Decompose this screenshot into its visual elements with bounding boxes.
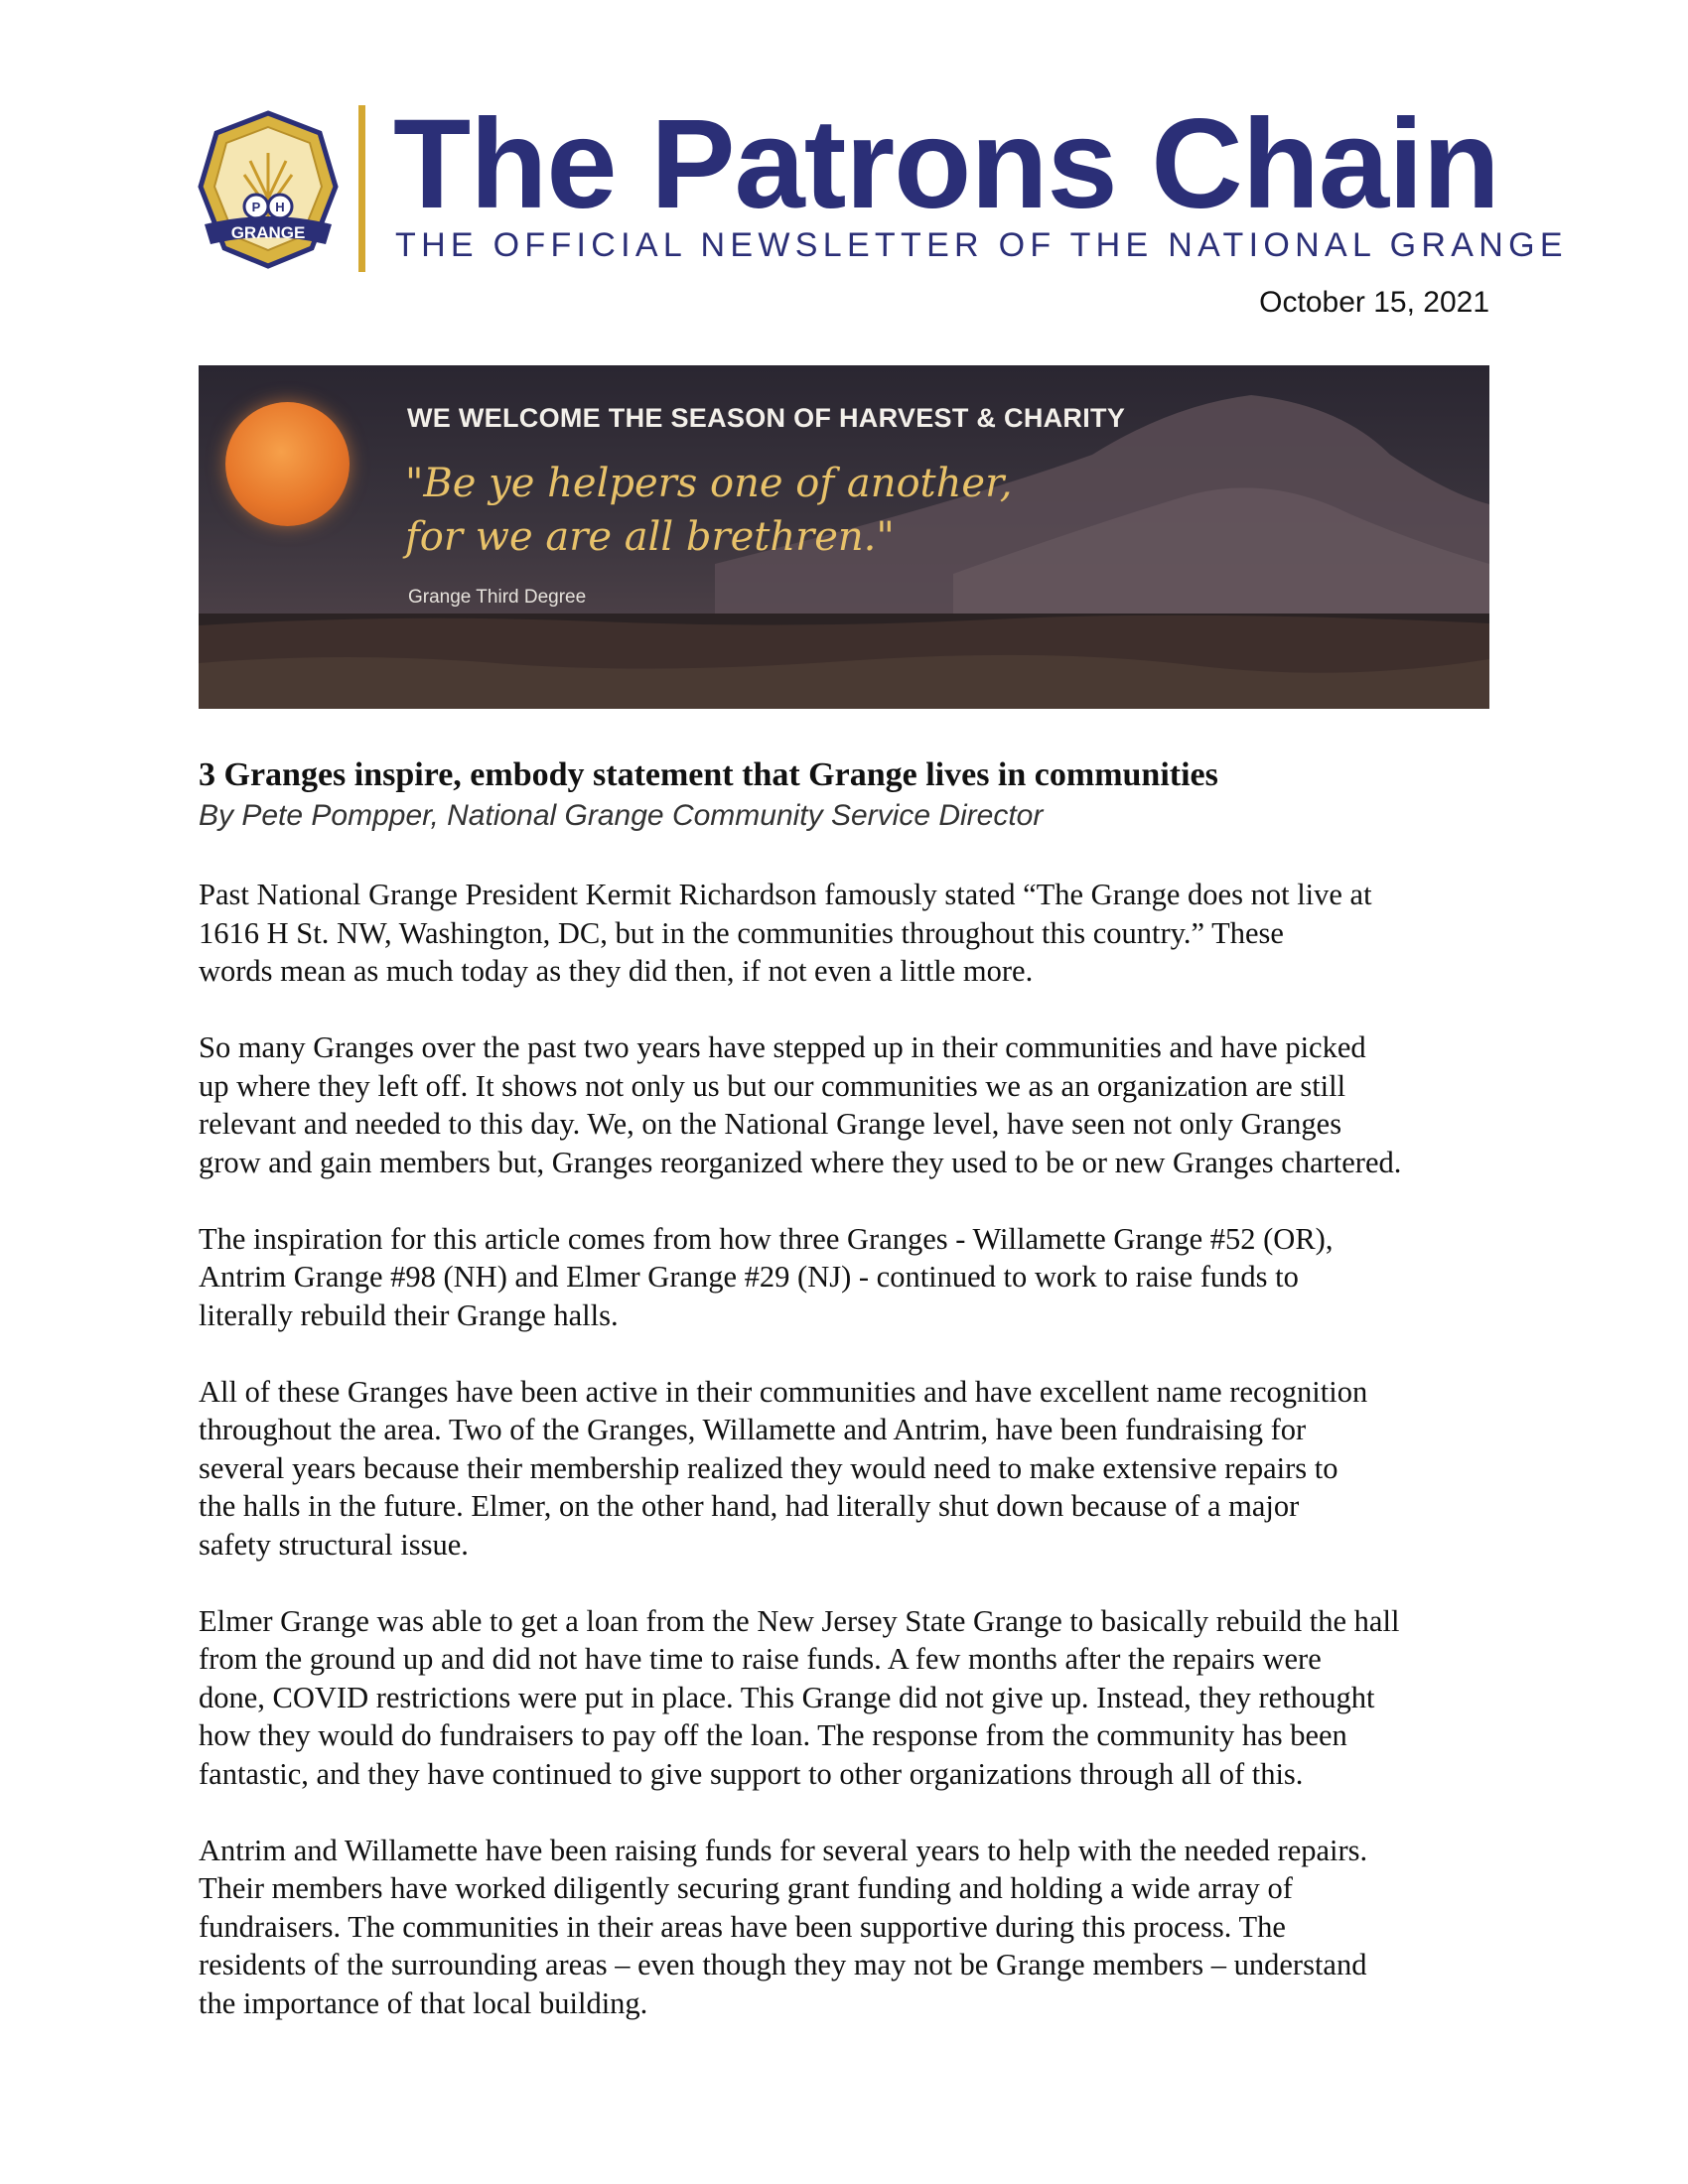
text-line: Elmer Grange was able to get a loan from the New Jersey State Grange to basically rebuild the hall bbox=[199, 1603, 1400, 1638]
text-line: throughout the area. Two of the Granges, Willamette and Antrim, have been fundraising for bbox=[199, 1413, 1307, 1446]
text-line: Past National Grange President Kermit Richardson famously stated “The Grange does not live at bbox=[199, 878, 1372, 911]
article-body bbox=[199, 876, 1489, 2061]
banner-quote bbox=[405, 457, 1041, 564]
text-line: residents of the surrounding areas – even though they may not be Grange members – understand bbox=[199, 1948, 1367, 1981]
text-line: literally rebuild their Grange halls. bbox=[199, 1297, 619, 1332]
issue-date: October 15, 2021 bbox=[1259, 286, 1489, 319]
article-paragraph bbox=[199, 876, 1489, 991]
harvest-banner bbox=[199, 365, 1489, 709]
text-line: from the ground up and did not have time to raise funds. A few months after the repairs were bbox=[199, 1642, 1322, 1676]
text-line: several years because their membership realized they would need to make extensive repairs to bbox=[199, 1450, 1338, 1485]
banner-heading: WE WELCOME THE SEASON OF HARVEST & CHARITY bbox=[407, 403, 1126, 433]
text-line: fantastic, and they have continued to give support to other organizations through all of this. bbox=[199, 1756, 1304, 1791]
text-line: All of these Granges have been active in their communities and have excellent name recognition bbox=[199, 1374, 1368, 1409]
article-paragraph bbox=[199, 1028, 1489, 1181]
banner-quote-line: "Be ye helpers one of another, bbox=[405, 461, 1013, 506]
text-line: up where they left off. It shows not only us but our communities we as an organization are still bbox=[199, 1068, 1346, 1103]
logo-monogram-h: H bbox=[275, 200, 285, 214]
banner-quote-line: for we are all brethren." bbox=[405, 514, 895, 560]
text-line: grow and gain members but, Granges reorganized where they used to be or new Granges chartered. bbox=[199, 1145, 1402, 1179]
article-paragraph bbox=[199, 1373, 1489, 1565]
text-line: done, COVID restrictions were put in place. This Grange did not give up. Instead, they rethought bbox=[199, 1680, 1375, 1714]
masthead-divider bbox=[358, 105, 365, 272]
text-line: how they would do fundraisers to pay off the loan. The response from the community has been bbox=[199, 1718, 1347, 1752]
article-paragraph bbox=[199, 1832, 1489, 2023]
full-moon-icon bbox=[225, 402, 350, 526]
text-line: relevant and needed to this day. We, on the National Grange level, have seen not only Granges bbox=[199, 1107, 1342, 1141]
article-byline: By Pete Pompper, National Grange Community Service Director bbox=[199, 799, 1044, 832]
text-line: safety structural issue. bbox=[199, 1527, 469, 1562]
article-paragraph bbox=[199, 1220, 1489, 1335]
text-line: The inspiration for this article comes from how three Granges - Willamette Grange #52 (OR), bbox=[199, 1221, 1334, 1256]
text-line: Antrim and Willamette have been raising funds for several years to help with the needed repairs. bbox=[199, 1833, 1368, 1867]
text-line: Antrim Grange #98 (NH) and Elmer Grange #29 (NJ) - continued to work to raise funds to bbox=[199, 1260, 1299, 1294]
banner-attribution: Grange Third Degree bbox=[408, 587, 587, 608]
newsletter-title: The Patrons Chain bbox=[393, 93, 1499, 235]
text-line: 1616 H St. NW, Washington, DC, but in the communities throughout this country.” These bbox=[199, 915, 1284, 950]
text-line: fundraisers. The communities in their areas have been supportive during this process. The bbox=[199, 1909, 1286, 1944]
text-line: the halls in the future. Elmer, on the other hand, had literally shut down because of a major bbox=[199, 1489, 1300, 1523]
article-paragraph bbox=[199, 1602, 1489, 1794]
logo-monogram-p: P bbox=[251, 200, 261, 214]
logo-wordmark: GRANGE bbox=[230, 223, 306, 242]
text-line: Their members have worked diligently securing grant funding and holding a wide array of bbox=[199, 1871, 1293, 1905]
article-headline: 3 Granges inspire, embody statement that Grange lives in communities bbox=[199, 756, 1218, 793]
text-line: So many Granges over the past two years have stepped up in their communities and have picked bbox=[199, 1030, 1366, 1064]
newsletter-subtitle: THE OFFICIAL NEWSLETTER OF THE NATIONAL GRANGE bbox=[395, 226, 1568, 264]
text-line: words mean as much today as they did then, if not even a little more. bbox=[199, 954, 1034, 988]
text-line: the importance of that local building. bbox=[199, 1985, 648, 2020]
grange-emblem-icon bbox=[195, 109, 342, 270]
